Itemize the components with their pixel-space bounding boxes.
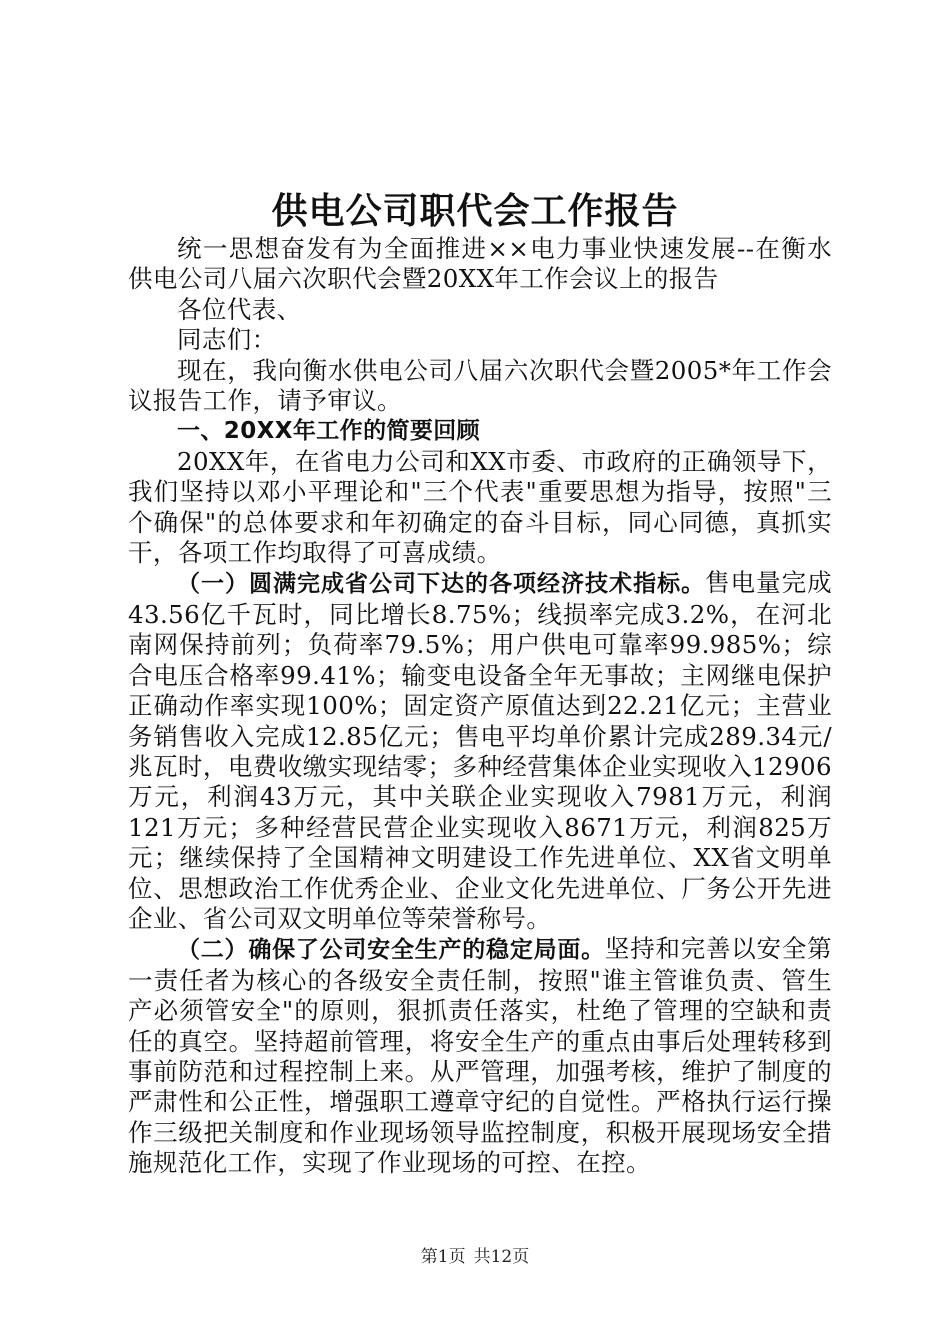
item-2-paragraph xyxy=(128,934,832,1178)
item-1-lead: （一）圆满完成省公司下达的各项经济技术指标。 xyxy=(177,571,706,598)
greeting-comrades: 同志们： xyxy=(177,325,277,355)
item-2-lead: （二）确保了公司安全生产的稳定局面。 xyxy=(177,937,605,964)
document-body xyxy=(128,234,832,1179)
section-heading: 一、20XX年工作的简要回顾 xyxy=(177,418,481,445)
opening-paragraph: 现在，我向衡水供电公司八届六次职代会暨2005*年工作会议报告工作，请予审议。 xyxy=(128,355,832,416)
item-1-paragraph xyxy=(128,568,832,934)
item-1-text: 售电量完成43.56亿千瓦时，同比增长8.75%；线损率完成3.2%，在河北南网保持前列；负荷率79.5%；用户供电可靠率99.985%；综合电压合格率99.41%；输变电设备全年无事故；主网继电保护正确动作率实现100%；固定资产原值达到22.21亿元；主营业务销售收入完成12.85亿元；售电平均单价累计完成289.34元/兆瓦时，电费收缴实现结零；多种经营集体企业实现收入12906万元，利润43万元，其中关联企业实现收入7981万元，利润121万元；多种经营民营企业实现收入8671万元，利润825万元；继续保持了全国精神文明建设工作先进单位、XX省文明单位、思想政治工作优秀企业、企业文化先进单位、厂务公开先进企业、省公司双文明单位等荣誉称号。 xyxy=(128,568,832,933)
page-number: 第1页 xyxy=(420,1247,466,1267)
review-paragraph: 20XX年，在省电力公司和XX市委、市政府的正确领导下，我们坚持以邓小平理论和"三个代表"重要思想为指导，按照"三个确保"的总体要求和年初确定的奋斗目标，同心同德，真抓实干，各项工作均取得了可喜成绩。 xyxy=(128,446,832,568)
item-2-text: 坚持和完善以安全第一责任者为核心的各级安全责任制，按照"谁主管谁负责、管生产必须管安全"的原则，狠抓责任落实，杜绝了管理的空缺和责任的真空。坚持超前管理，将安全生产的重点由事后处理转移到事前防范和过程控制上来。从严管理，加强考核，维护了制度的严肃性和公正性，增强职工遵章守纪的自觉性。严格执行运行操作三级把关制度和作业现场领导监控制度，积极开展现场安全措施规范化工作，实现了作业现场的可控、在控。 xyxy=(128,934,833,1178)
document-title: 供电公司职代会工作报告 xyxy=(271,191,679,232)
greeting-representatives: 各位代表、 xyxy=(177,294,302,324)
page-total: 共12页 xyxy=(473,1247,530,1267)
report-subtitle-paragraph: 统一思想奋发有为全面推进××电力事业快速发展--在衡水供电公司八届六次职代会暨20XX年工作会议上的报告 xyxy=(128,234,832,294)
page-footer xyxy=(0,1242,950,1267)
